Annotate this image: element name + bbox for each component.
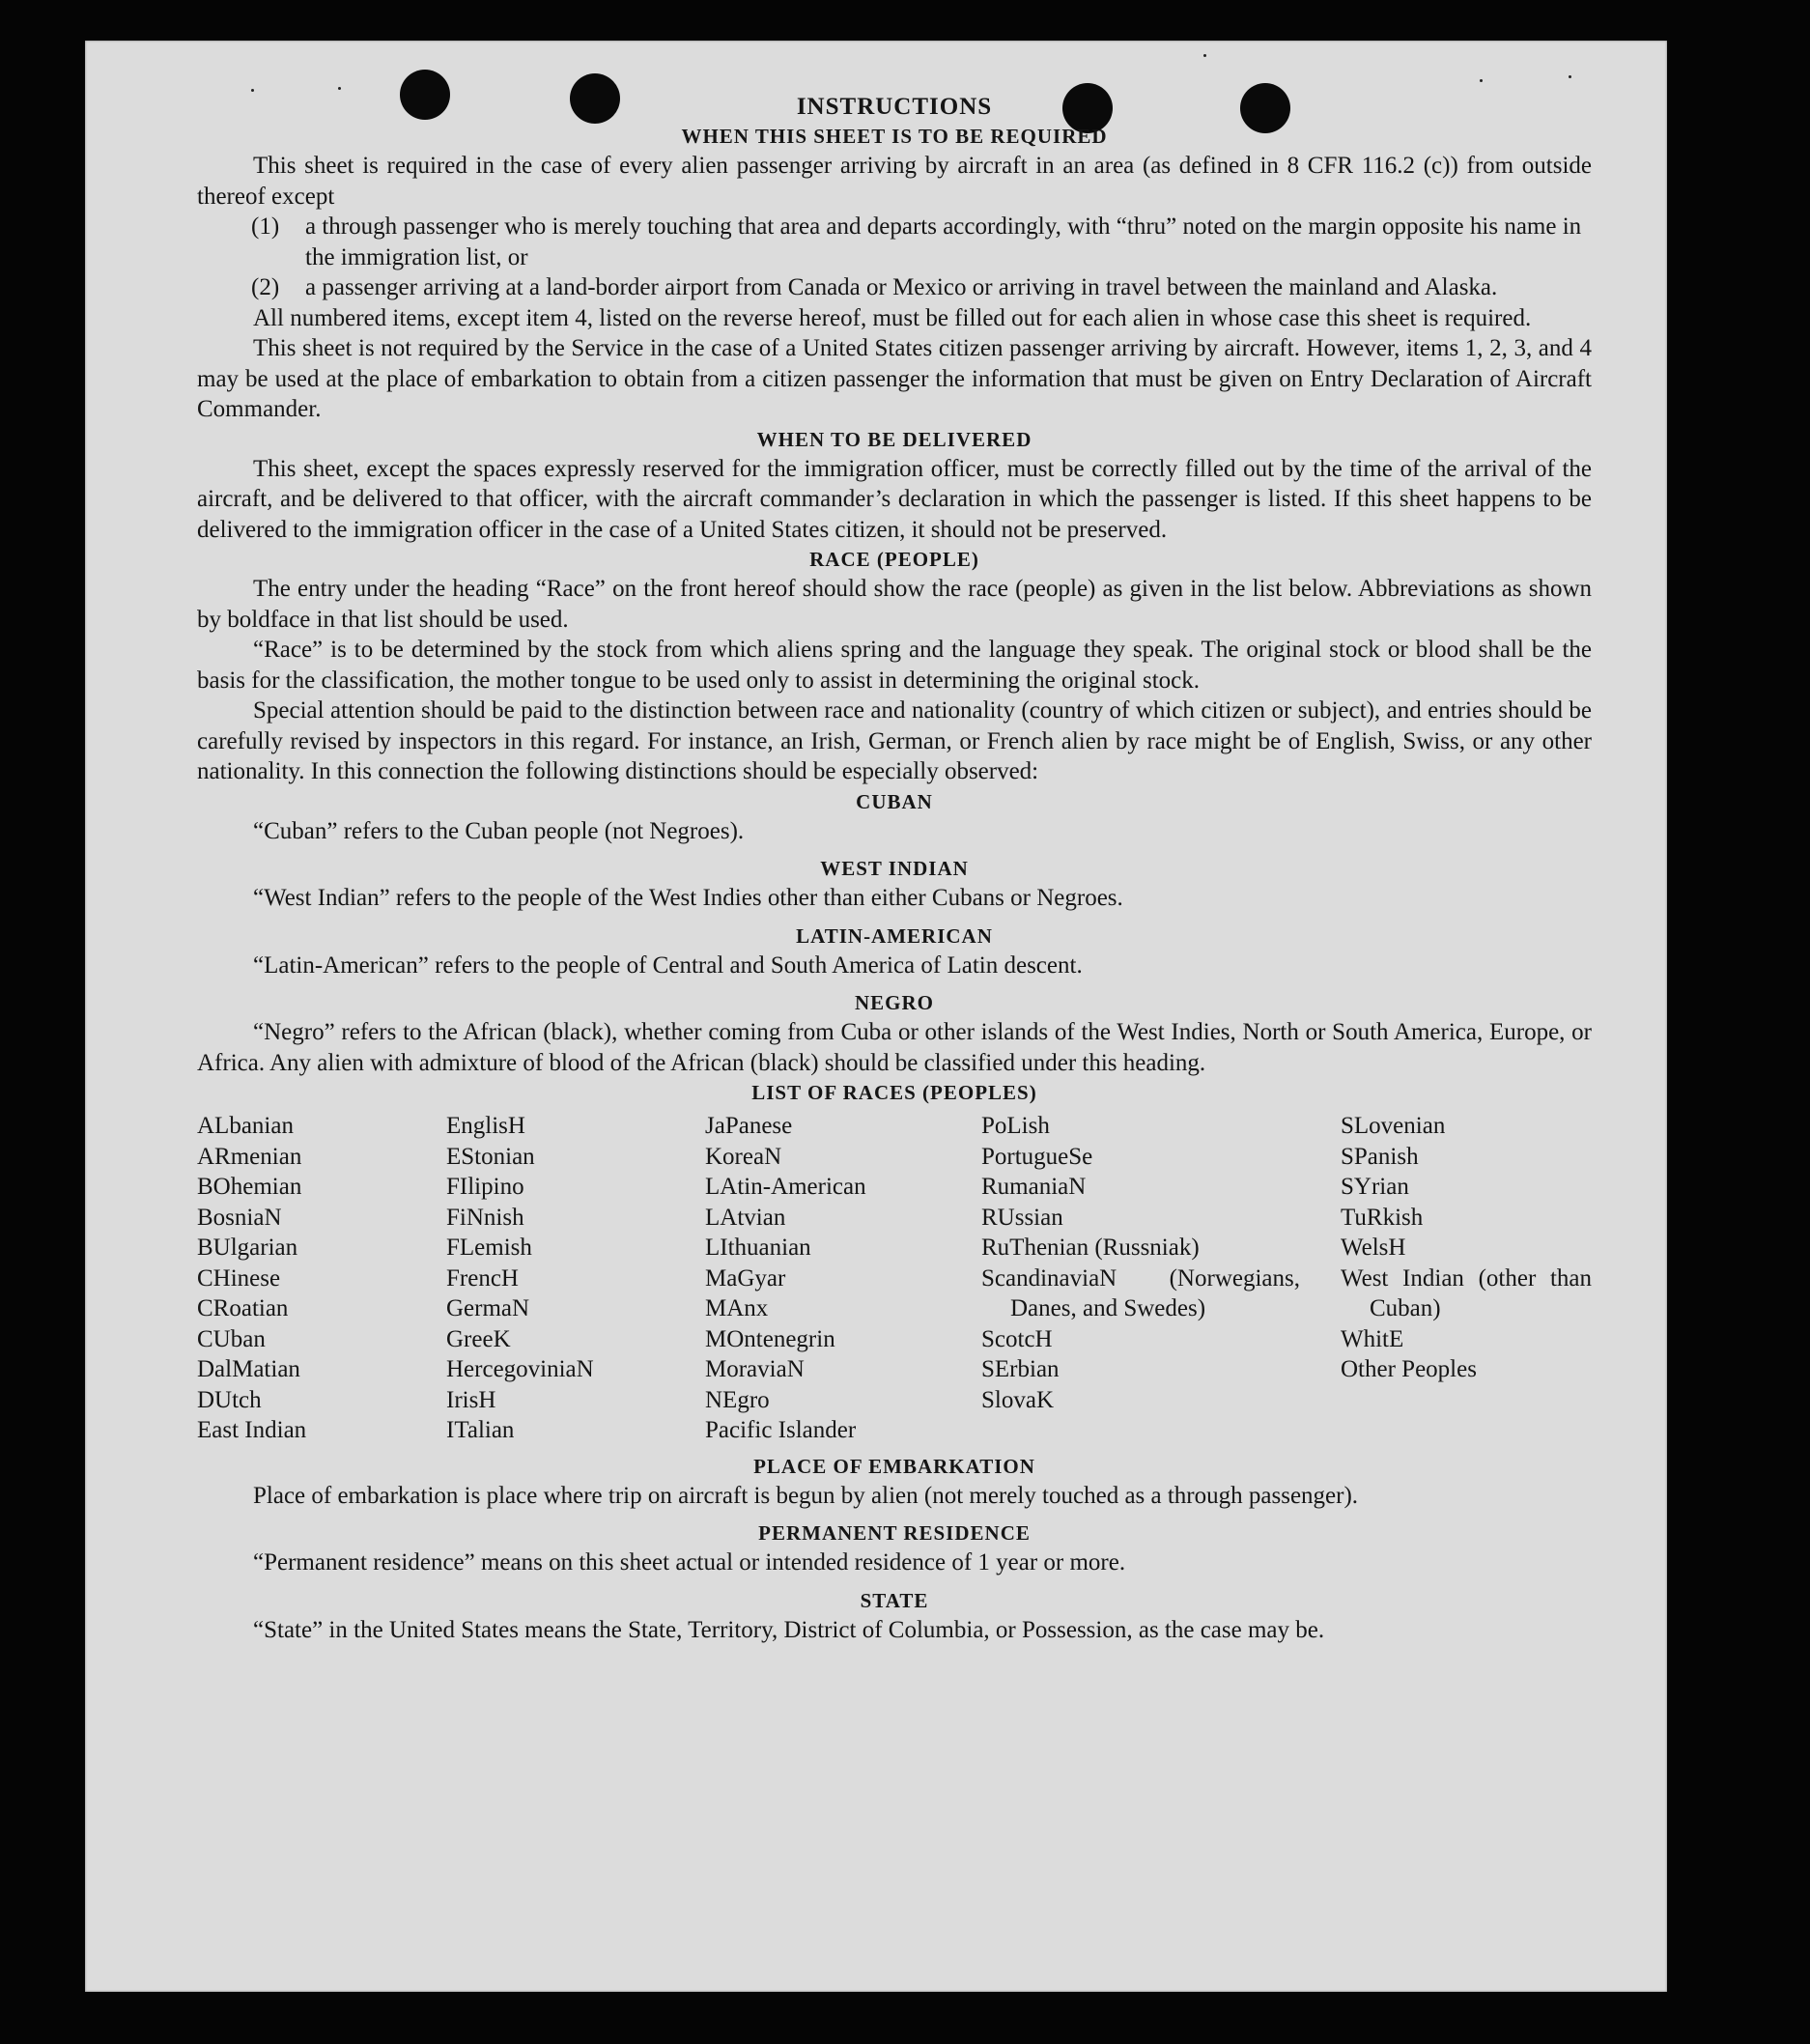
- exception-item: [197, 272, 1592, 303]
- race-entry: CUban: [197, 1325, 266, 1352]
- section-heading: WHEN TO BE DELIVERED: [756, 427, 1032, 451]
- document-sheet: [85, 41, 1667, 1992]
- section-heading: LATIN-AMERICAN: [796, 923, 993, 948]
- race-entry: PortugueSe: [981, 1143, 1093, 1170]
- paragraph: Special attention should be paid to the distinction between race and nationality (country of which citizen or subject), and entries should be carefully revised by inspectors in this regard. For instance, an Irish, German, or French alien by race might be of English, Swiss, or any other nationality. In this connection the following distinctions should be especially observed:: [197, 697, 1592, 784]
- race-entry: SLovenian: [1341, 1113, 1446, 1139]
- races-column: [446, 1111, 705, 1446]
- race-entry: SYrian: [1341, 1174, 1409, 1200]
- race-entry: ALbanian: [197, 1113, 294, 1139]
- race-entry: ScandinaviaN (Norwegians, Danes, and Swedes): [981, 1264, 1300, 1321]
- race-entry: ARmenian: [197, 1143, 302, 1170]
- item-number: (1): [251, 213, 280, 240]
- paragraph: Place of embarkation is place where trip on aircraft is begun by alien (not merely touched as a through passenger).: [253, 1482, 1359, 1509]
- section-heading: WHEN THIS SHEET IS TO BE REQUIRED: [681, 125, 1108, 148]
- exception-item: [197, 212, 1592, 272]
- race-entry: IrisH: [446, 1386, 496, 1413]
- race-entry: FLemish: [446, 1235, 532, 1261]
- section-heading: STATE: [860, 1588, 929, 1612]
- race-entry: RumaniaN: [981, 1174, 1087, 1200]
- race-entry: MaGyar: [705, 1264, 786, 1292]
- race-entry: FrencH: [446, 1264, 519, 1292]
- paragraph: “Permanent residence” means on this sheet actual or intended residence of 1 year or more.: [253, 1549, 1126, 1576]
- paragraph: “Negro” refers to the African (black), whether coming from Cuba or other islands of the West Indies, North or South America, Europe, or Africa. Any alien with admixture of blood of the African (black) should be classified under this heading.: [197, 1019, 1592, 1076]
- race-entry: LIthuanian: [705, 1235, 811, 1261]
- race-entry: ScotcH: [981, 1325, 1053, 1352]
- race-entry: NEgro: [705, 1386, 770, 1413]
- race-entry: ITalian: [446, 1417, 515, 1443]
- race-entry: BUlgarian: [197, 1235, 298, 1261]
- paragraph: All numbered items, except item 4, listed on the reverse hereof, must be filled out for each alien in whose case this sheet is required.: [253, 304, 1532, 331]
- paragraph: This sheet, except the spaces expressly reserved for the immigration officer, must be correctly filled out by the time of the arrival of the aircraft, and be delivered to that officer, with the aircraft commander’s declaration in which the passenger is listed. If this sheet happens to be delivered to the immigration officer in the case of a United States citizen, it should not be preserved.: [197, 455, 1592, 543]
- race-entry: WelsH: [1341, 1235, 1406, 1261]
- paragraph: This sheet is not required by the Service in the case of a United States citizen passenger arriving by aircraft. However, items 1, 2, 3, and 4 may be used at the place of embarkation to obtain from a citizen passenger the information that must be given on Entry Declaration of Aircraft Commander.: [197, 335, 1592, 422]
- races-column: [197, 1111, 446, 1446]
- race-entry: FIlipino: [446, 1174, 524, 1200]
- item-number: (2): [251, 274, 280, 300]
- race-entry: FiNnish: [446, 1204, 524, 1231]
- section-heading: LIST OF RACES (PEOPLES): [751, 1081, 1037, 1104]
- race-entry: DUtch: [197, 1386, 262, 1413]
- speck: [1203, 54, 1206, 57]
- paragraph: “Latin-American” refers to the people of Central and South America of Latin descent.: [253, 951, 1083, 979]
- race-entry: RUssian: [981, 1204, 1063, 1231]
- instructions-body: [197, 93, 1592, 1947]
- section-heading: PERMANENT RESIDENCE: [758, 1521, 1031, 1545]
- speck: [338, 87, 341, 90]
- race-entry: MoraviaN: [705, 1356, 805, 1382]
- race-entry: GreeK: [446, 1325, 511, 1352]
- race-entry: EnglisH: [446, 1113, 525, 1139]
- paragraph: The entry under the heading “Race” on the front hereof should show the race (people) as given in the list below. Abbreviations as shown by boldface in that list should be used.: [197, 576, 1592, 633]
- race-entry: JaPanese: [705, 1113, 793, 1139]
- race-entry: West Indian (other than Cuban): [1341, 1264, 1592, 1321]
- section-heading: PLACE OF EMBARKATION: [753, 1454, 1035, 1478]
- race-entry: CRoatian: [197, 1295, 289, 1321]
- race-entry: GermaN: [446, 1295, 530, 1321]
- race-entry: MOntenegrin: [705, 1325, 835, 1352]
- race-entry: KoreaN: [705, 1143, 782, 1170]
- races-column: [705, 1111, 981, 1446]
- races-list: [197, 1111, 1592, 1446]
- race-entry: BOhemian: [197, 1174, 302, 1200]
- section-heading: WEST INDIAN: [820, 857, 969, 880]
- race-entry: MAnx: [705, 1295, 769, 1321]
- item-text: a through passenger who is merely touching that area and departs accordingly, with “thru” noted on the margin opposite his name in the immigration list, or: [305, 213, 1582, 270]
- race-entry: HercegoviniaN: [446, 1356, 594, 1382]
- speck: [1569, 75, 1571, 78]
- speck: [1480, 79, 1483, 82]
- race-entry: LAtin-American: [705, 1174, 866, 1200]
- paragraph: “Cuban” refers to the Cuban people (not Negroes).: [253, 817, 745, 844]
- race-entry: LAtvian: [705, 1204, 786, 1231]
- race-entry: CHinese: [197, 1264, 281, 1292]
- race-entry: DalMatian: [197, 1356, 300, 1382]
- document-title: INSTRUCTIONS: [796, 94, 993, 120]
- race-entry: SErbian: [981, 1356, 1060, 1382]
- section-heading: CUBAN: [856, 789, 933, 813]
- paragraph: “Race” is to be determined by the stock from which aliens spring and the language they speak. The original stock or blood shall be the basis for the classification, the mother tongue to be used only to assist in determining the original stock.: [197, 637, 1592, 694]
- paragraph: “West Indian” refers to the people of the West Indies other than either Cubans or Negroes.: [253, 885, 1123, 911]
- race-entry: PoLish: [981, 1113, 1050, 1139]
- race-entry: SPanish: [1341, 1143, 1419, 1170]
- race-entry: BosniaN: [197, 1204, 282, 1231]
- paragraph: “State” in the United States means the State, Territory, District of Columbia, or Possession, as the case may be.: [253, 1616, 1325, 1643]
- item-text: a passenger arriving at a land-border airport from Canada or Mexico or arriving in travel between the mainland and Alaska.: [305, 274, 1498, 300]
- race-entry: East Indian: [197, 1417, 307, 1443]
- race-entry: RuThenian (Russniak): [981, 1235, 1200, 1261]
- races-column: [1341, 1111, 1592, 1446]
- race-entry: TuRkish: [1341, 1204, 1424, 1231]
- section-heading: NEGRO: [854, 991, 934, 1014]
- race-entry: SlovaK: [981, 1386, 1054, 1413]
- paragraph: This sheet is required in the case of every alien passenger arriving by aircraft in an area (as defined in 8 CFR 116.2 (c)) from outside thereof except: [197, 153, 1592, 210]
- race-entry: Pacific Islander: [705, 1417, 857, 1443]
- race-entry: Other Peoples: [1341, 1356, 1477, 1382]
- section-heading: RACE (PEOPLE): [809, 548, 979, 571]
- race-entry: WhitE: [1341, 1325, 1404, 1352]
- races-column: [981, 1111, 1341, 1446]
- race-entry: EStonian: [446, 1143, 535, 1170]
- speck: [251, 89, 254, 92]
